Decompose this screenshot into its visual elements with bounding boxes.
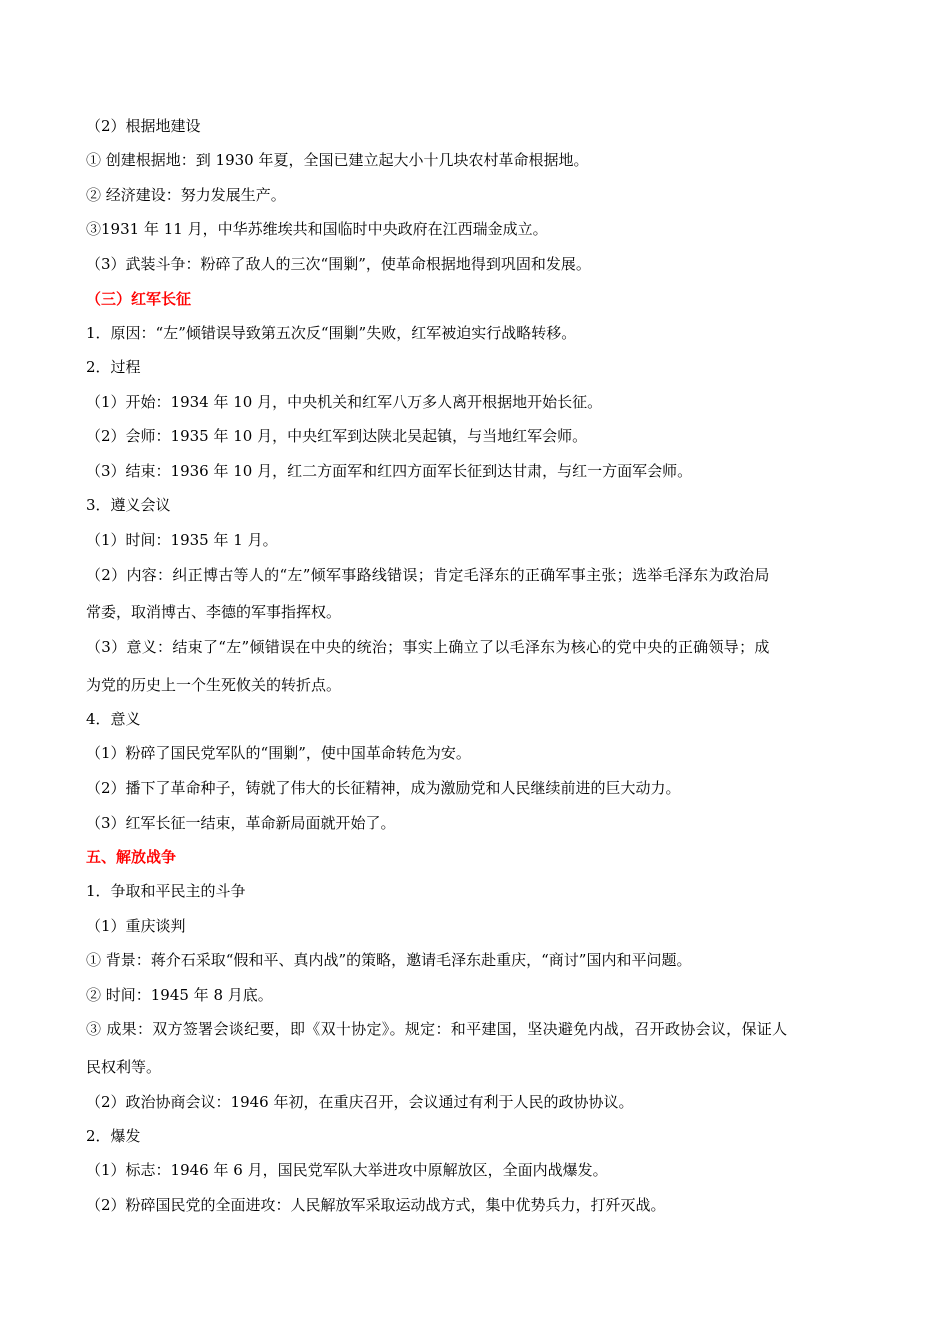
subsection-heading: 4．意义 xyxy=(86,710,141,728)
subsection-heading: 1．争取和平民主的斗争 xyxy=(86,882,246,900)
list-item: 1．原因：“左”倾错误导致第五次反“围剿”失败，红军被迫实行战略转移。 xyxy=(86,324,577,342)
list-item: （3）武装斗争：粉碎了敌人的三次“围剿”，使革命根据地得到巩固和发展。 xyxy=(86,255,591,273)
list-item: （2）播下了革命种子，铸就了伟大的长征精神，成为激励党和人民继续前进的巨大动力。 xyxy=(86,779,681,797)
list-item: （2）政治协商会议：1946 年初，在重庆召开，会议通过有利于人民的政协协议。 xyxy=(86,1093,634,1111)
list-item: （1）粉碎了国民党军队的“围剿”，使中国革命转危为安。 xyxy=(86,744,471,762)
list-item: （2）粉碎国民党的全面进攻：人民解放军采取运动战方式，集中优势兵力，打歼灭战。 xyxy=(86,1196,666,1214)
section-heading: （三）红军长征 xyxy=(86,290,192,308)
list-item: ① 创建根据地：到 1930 年夏，全国已建立起大小十几块农村革命根据地。 xyxy=(86,151,589,169)
subsection-heading: 2．过程 xyxy=(86,358,141,376)
subsection-heading: 2．爆发 xyxy=(86,1127,141,1145)
paragraph-line: （3）意义：结束了“左”倾错误在中央的统治；事实上确立了以毛泽东为核心的党中央的正确领导；成 xyxy=(86,638,770,656)
paragraph-line: ③ 成果：双方签署会谈纪要，即《双十协定》。规定：和平建国，坚决避免内战，召开政协会议，保证人 xyxy=(86,1020,788,1038)
list-item: ① 背景：蒋介石采取“假和平、真内战”的策略，邀请毛泽东赴重庆，“商讨”国内和平问题。 xyxy=(86,951,692,969)
paragraph-line: 为党的历史上一个生死攸关的转折点。 xyxy=(86,676,342,694)
subsection-heading: （1）重庆谈判 xyxy=(86,917,186,935)
list-item: （3）结束：1936 年 10 月，红二方面军和红四方面军长征到达甘肃，与红一方面军会师。 xyxy=(86,462,693,480)
paragraph-line: 民权利等。 xyxy=(86,1058,162,1076)
list-item: ② 经济建设：努力发展生产。 xyxy=(86,186,286,204)
list-item: （2）会师：1935 年 10 月，中央红军到达陕北吴起镇，与当地红军会师。 xyxy=(86,427,588,445)
list-item: （1）开始：1934 年 10 月，中央机关和红军八万多人离开根据地开始长征。 xyxy=(86,393,603,411)
paragraph-line: （2）内容：纠正博古等人的“左”倾军事路线错误；肯定毛泽东的正确军事主张；选举毛泽东为政治局 xyxy=(86,566,770,584)
section-heading: 五、解放战争 xyxy=(86,848,177,866)
list-item: （1）时间：1935 年 1 月。 xyxy=(86,531,278,549)
list-item: （1）标志：1946 年 6 月，国民党军队大举进攻中原解放区，全面内战爆发。 xyxy=(86,1161,608,1179)
list-item: （3）红军长征一结束，革命新局面就开始了。 xyxy=(86,814,396,832)
subsection-heading: （2）根据地建设 xyxy=(86,117,201,135)
paragraph-line: 常委，取消博古、李德的军事指挥权。 xyxy=(86,603,342,621)
subsection-heading: 3．遵义会议 xyxy=(86,496,171,514)
list-item: ③1931 年 11 月，中华苏维埃共和国临时中央政府在江西瑞金成立。 xyxy=(86,220,548,238)
list-item: ② 时间：1945 年 8 月底。 xyxy=(86,986,273,1004)
